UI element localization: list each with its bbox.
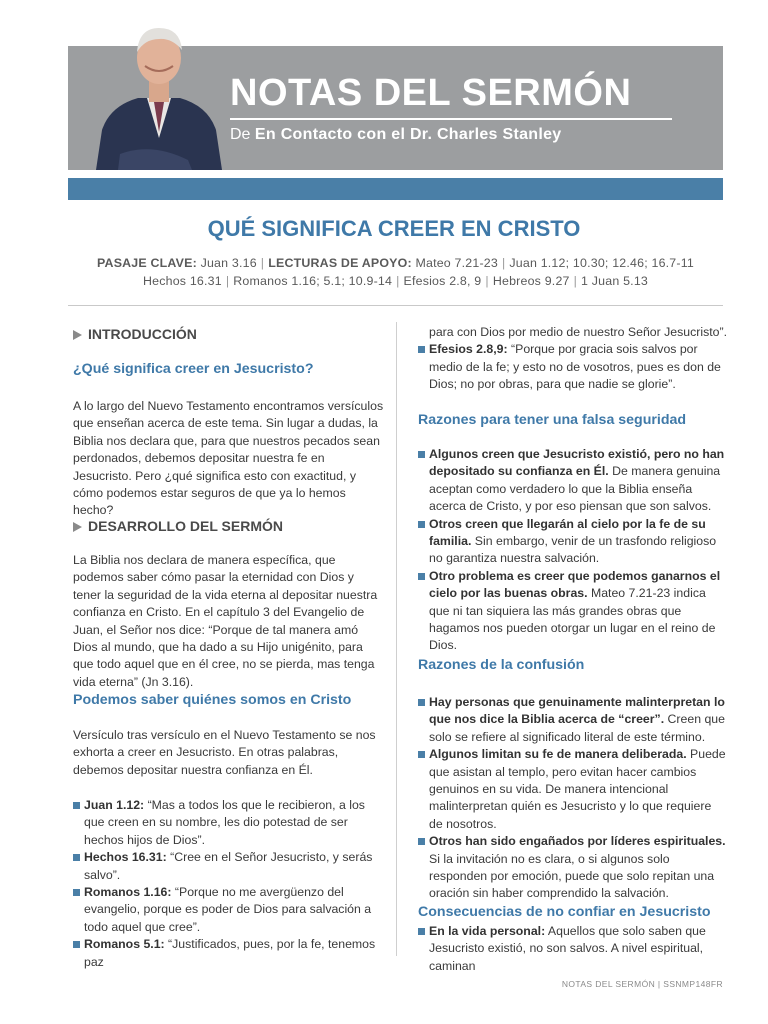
support-ref: Romanos 1.16; 5.1; 10.9-14: [233, 274, 393, 288]
square-bullet-icon: [73, 889, 80, 896]
triangle-bullet-icon: [73, 522, 82, 532]
support-ref: Juan 1.12; 10.30; 12.46; 16.7-11: [509, 256, 694, 270]
header-sub-name: En Contacto con el Dr. Charles Stanley: [254, 126, 562, 143]
list-item: Algunos creen que Jesucristo existió, pero no han depositado su confianza en Él. De manera genuina aceptan como verdadero lo que la Biblia enseña acerca de Cristo, y por eso piensan que son salvos.: [418, 446, 728, 516]
list-item: Efesios 2.8,9: “Porque por gracia sois salvos por medio de la fe; y esto no de vosotros, pues es don de Dios; no por obras, para que nadie se glorie”.: [418, 341, 728, 393]
intro-heading-text: INTRODUCCIÓN: [88, 326, 197, 342]
question-heading: ¿Qué significa creer en Jesucristo?: [73, 361, 314, 377]
know-paragraph: Versículo tras versículo en el Nuevo Testamento se nos exhorta a creer en Jesucristo. En otras palabras, debemos depositar nuestra confianza en Él.: [73, 728, 376, 777]
triangle-bullet-icon: [73, 330, 82, 340]
column-divider: [396, 322, 397, 956]
header-rule: [230, 118, 672, 120]
page-footer: NOTAS DEL SERMÓN | SSNMP148FR: [561, 979, 723, 989]
support-ref: Efesios 2.8, 9: [403, 274, 482, 288]
support-ref: Hechos 16.31: [142, 274, 222, 288]
false-security-heading: Razones para tener una falsa seguridad: [418, 412, 687, 428]
sermon-title: QUÉ SIGNIFICA CREER EN CRISTO: [207, 216, 581, 241]
square-bullet-icon: [418, 928, 425, 935]
passages-line-1: PASAJE CLAVE: Juan 3.16 | LECTURAS DE APOYO: Mateo 7.21-23 | Juan 1.12; 10.30; 12.46; 16.7-11: [97, 256, 694, 270]
header-sub-prefix: De: [230, 126, 251, 143]
square-bullet-icon: [73, 854, 80, 861]
key-passage-value: Juan 3.16: [200, 256, 257, 270]
square-bullet-icon: [418, 838, 425, 845]
passages-line-2: Hechos 16.31 | Romanos 1.16; 5.1; 10.9-14 | Efesios 2.8, 9 | Hebreos 9.27 | 1 Juan 5.13: [142, 274, 649, 288]
false-security-list: [418, 446, 728, 655]
right-top-list: [418, 324, 728, 394]
intro-paragraph: A lo largo del Nuevo Testamento encontramos versículos que enseñan acerca de este tema. Sin lugar a dudas, la Biblia nos declara que, para que nuestros pecados sean perdonados, debemos depositar nuestra fe en Jesucristo. Pero ¿qué significa esto con exactitud, y cómo podemos estar seguros de que ya lo hemos hecho?: [73, 399, 384, 518]
list-item-continuation: para con Dios por medio de nuestro Señor Jesucristo”.: [429, 325, 728, 339]
confusion-heading: Razones de la confusión: [418, 657, 585, 673]
key-passage-label: PASAJE CLAVE:: [97, 256, 197, 270]
list-item: Romanos 1.16: “Porque no me avergüenzo del evangelio, porque es poder de Dios para salvación a todo aquel que cree”.: [73, 884, 385, 936]
list-item: Algunos limitan su fe de manera deliberada. Puede que asistan al templo, pero evitan hacer cambios genuinos en su vida. De manera intencional malinterpretan quién es Jesucristo y lo que requiere de nosotros.: [418, 746, 728, 833]
support-ref: 1 Juan 5.13: [581, 274, 649, 288]
list-item: En la vida personal: Aquellos que solo saben que Jesucristo existió, no son salvos. A nivel espiritual, caminan: [418, 923, 728, 975]
square-bullet-icon: [418, 573, 425, 580]
development-paragraph: La Biblia nos declara de manera específica, que podemos saber cómo pasar la eternidad con Dios y tener la seguridad de la vida eterna al depositar nuestra confianza en Cristo. En el capítulo 3 del Evangelio de Juan, el Señor nos dice: “Porque de tal manera amó Dios al mundo, que ha dado a su Hijo unigénito, para que todo aquel que en él cree, no se pierda, mas tenga vida eterna” (Jn 3.16).: [73, 553, 378, 689]
header-title: NOTAS DEL SERMÓN: [230, 72, 632, 114]
square-bullet-icon: [73, 802, 80, 809]
development-heading-text: DESARROLLO DEL SERMÓN: [88, 518, 283, 534]
list-item: Hay personas que genuinamente malinterpretan lo que nos dice la Biblia acerca de “creer”. Creen que solo se refiere al significado literal de este término.: [418, 694, 728, 746]
confusion-list: [418, 694, 728, 903]
support-ref: Mateo 7.21-23: [415, 256, 498, 270]
square-bullet-icon: [418, 521, 425, 528]
header-blue-bar: [68, 178, 723, 200]
square-bullet-icon: [73, 941, 80, 948]
consequences-list: [418, 923, 728, 975]
know-heading: Podemos saber quiénes somos en Cristo: [73, 692, 352, 708]
list-item: Juan 1.12: “Mas a todos los que le recibieron, a los que creen en su nombre, les dio potestad de ser hechos hijos de Dios”.: [73, 797, 385, 849]
square-bullet-icon: [418, 751, 425, 758]
speaker-photo: [92, 14, 226, 170]
support-ref: Hebreos 9.27: [492, 274, 570, 288]
header-subtitle: [230, 126, 562, 144]
verse-list: [73, 797, 385, 971]
development-heading: [73, 518, 385, 534]
square-bullet-icon: [418, 451, 425, 458]
list-item: Otros creen que llegarán al cielo por la fe de su familia. Sin embargo, venir de un trasfondo religioso no garantiza nuestra salvación.: [418, 516, 728, 568]
support-readings-label: LECTURAS DE APOYO:: [268, 256, 412, 270]
passages: [68, 254, 723, 290]
list-item: Hechos 16.31: “Cree en el Señor Jesucristo, y serás salvo”.: [73, 849, 385, 884]
list-item: Otro problema es creer que podemos ganarnos el cielo por las buenas obras. Mateo 7.21-23 indica que ni tan siquiera las más grandes obras que hagamos nos pueden otorgar un lugar en el reino de Dios.: [418, 568, 728, 655]
list-item: Romanos 5.1: “Justificados, pues, por la fe, tenemos paz: [73, 936, 385, 971]
square-bullet-icon: [418, 346, 425, 353]
section-divider: [68, 305, 723, 306]
intro-heading: [73, 326, 385, 342]
square-bullet-icon: [418, 699, 425, 706]
list-item: Otros han sido engañados por líderes espirituales. Si la invitación no es clara, o si algunos solo responden por emoción, puede que solo repitan una oración sin haber comprendido la salvación.: [418, 833, 728, 903]
consequences-heading: Consecuencias de no confiar en Jesucristo: [418, 904, 711, 920]
